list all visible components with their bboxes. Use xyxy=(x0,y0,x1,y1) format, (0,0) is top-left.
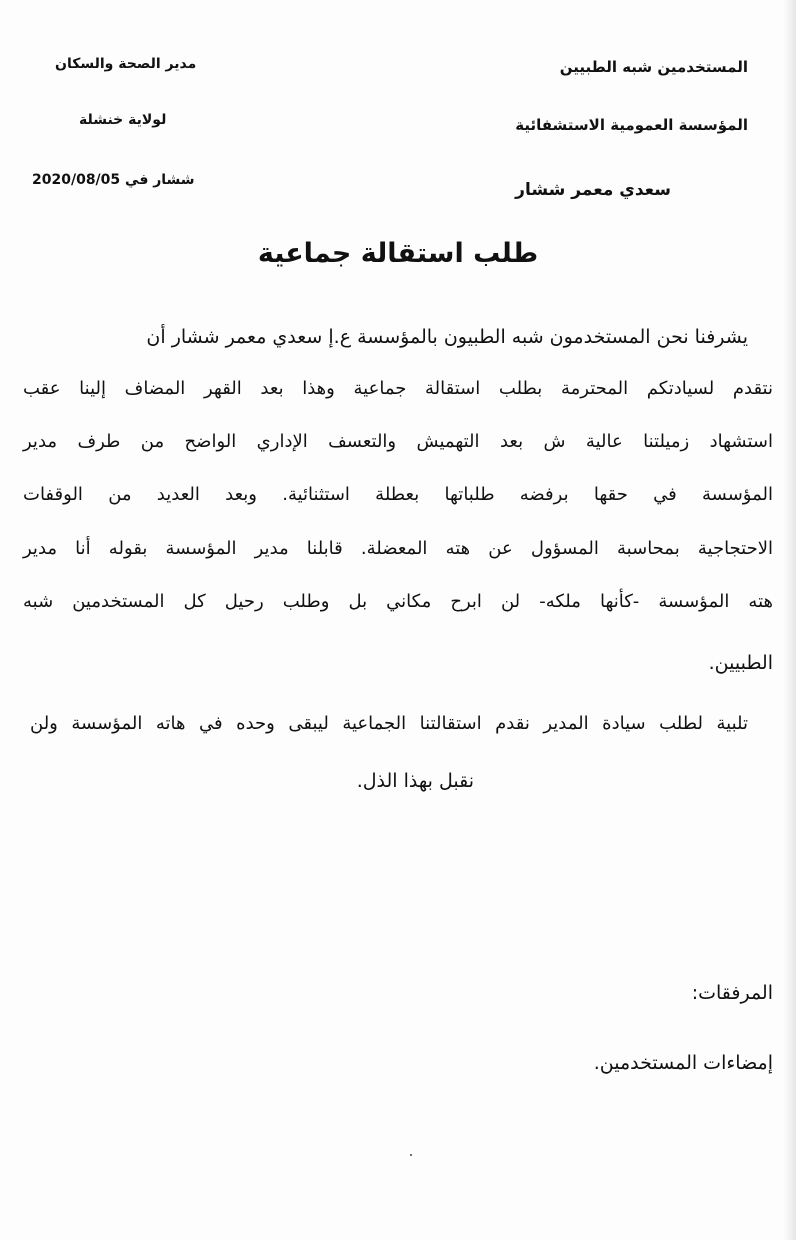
recipient-line-2: لولاية خنشلة xyxy=(79,112,167,128)
recipient-line-1: مدير الصحة والسكان xyxy=(55,56,197,72)
attachments-label: المرفقات: xyxy=(691,982,773,1004)
body-line: تلبية لطلب سيادة المدير نقدم استقالتنا الجماعية ليبقى وحده في هاته المؤسسة ولن xyxy=(30,713,748,734)
sender-line-2: المؤسسة العمومية الاستشفائية xyxy=(515,116,748,134)
letter-title: طلب استقالة جماعية xyxy=(257,238,539,269)
body-line: الطبيين. xyxy=(708,652,773,674)
body-line: هته المؤسسة -كأنها ملكه- لن ابرح مكاني بل وطلب رحيل كل المستخدمين شبه xyxy=(23,591,773,612)
scan-edge-shadow xyxy=(782,0,796,1240)
sender-line-1: المستخدمين شبه الطبيين xyxy=(559,58,748,76)
body-line: يشرفنا نحن المستخدمون شبه الطبيون بالمؤسسة ع.إ سعدي معمر ششار أن xyxy=(146,326,748,348)
attachments-item: إمضاءات المستخدمين. xyxy=(593,1052,773,1074)
place-date: ششار في 2020/08/05 xyxy=(32,172,195,188)
body-line: استشهاد زميلتنا عالية ش بعد التهميش والتعسف الإداري الواضح من طرف مدير xyxy=(23,431,773,452)
body-line: الاحتجاجية بمحاسبة المسؤول عن هته المعضلة. قابلنا مدير المؤسسة بقوله أنا مدير xyxy=(23,538,773,559)
body-line: المؤسسة في حقها برفضه طلباتها بعطلة استثنائية. وبعد العديد من الوقفات xyxy=(23,484,773,505)
scan-speck xyxy=(410,1154,412,1156)
body-line: نتقدم لسيادتكم المحترمة بطلب استقالة جماعية وهذا بعد القهر المضاف إلينا عقب xyxy=(23,378,773,399)
sender-line-3: سعدي معمر ششار xyxy=(515,180,671,200)
body-line: نقبل بهذا الذل. xyxy=(356,770,474,792)
